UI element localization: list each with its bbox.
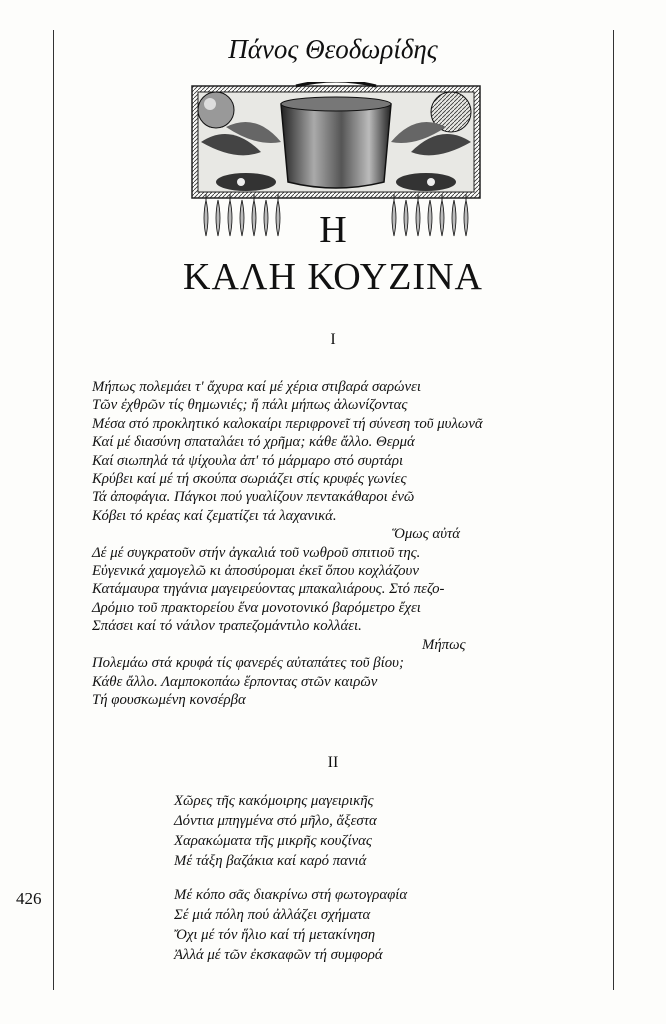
section-numeral-2: II bbox=[327, 754, 339, 771]
poem-section-1 bbox=[92, 378, 582, 709]
left-margin-rule bbox=[53, 30, 54, 990]
poem-line: Τῶν ἐχθρῶν τίς θημωνιές; ἤ πάλι μήπως ἁλωνίζοντας bbox=[92, 397, 408, 414]
poem-line: Μέσα στό προκλητικό καλοκαίρι περιφρονεῖ τή σύνεση τοῦ μυλωνᾶ bbox=[92, 415, 483, 432]
poem-line: Κρύβει καί μέ τή σκούπα σωριάζει στίς κρυφές γωνίες bbox=[92, 471, 407, 488]
poem-line: Ἀλλά μέ τῶν ἐκσκαφῶν τή συμφορά bbox=[174, 947, 383, 963]
poem-line: Μέ τάξη βαζάκια καί καρό πανιά bbox=[174, 853, 367, 869]
author-name: Πάνος Θεοδωρίδης bbox=[228, 34, 438, 64]
poem-line: Κόβει τό κρέας καί ζεματίζει τά λαχανικά. bbox=[92, 507, 337, 524]
poem-line: Κάθε ἄλλο. Λαμποκοπάω ἕρποντας στῶν καιρῶν bbox=[92, 673, 378, 690]
poem-line: Χῶρες τῆς κακόμοιρης μαγειρικῆς bbox=[174, 793, 374, 809]
stanza-gap bbox=[174, 871, 504, 885]
poem-line: Καί σιωπηλά τά ψίχουλα ἀπ' τό μάρμαρο στό συρτάρι bbox=[92, 452, 404, 469]
poem-line: Ὄχι μέ τόν ἥλιο καί τή μετακίνηση bbox=[174, 927, 376, 943]
poem-line: Πολεμάω στά κρυφά τίς φανερές αὐταπάτες τοῦ βίου; bbox=[92, 655, 404, 672]
poem-line: Ὅμως αὐτά bbox=[392, 526, 461, 543]
poem-line: Μήπως πολεμάει τ' ἄχυρα καί μέ χέρια στιβαρά σαρώνει bbox=[92, 379, 421, 395]
poem-line: Δρόμιο τοῦ πρακτορείου ἕνα μονοτονικό βαρόμετρο ἔχει bbox=[92, 599, 421, 616]
poem-line: Τή φουσκωμένη κονσέρβα bbox=[92, 691, 246, 708]
page-title: ΚΑΛΗ ΚΟΥΖΙΝΑ bbox=[183, 256, 483, 298]
poem-line: Τά ἀποφάγια. Πάγκοι πού γυαλίζουν πεντακάθαροι ἐνῶ bbox=[92, 489, 415, 506]
poem-line: Μήπως bbox=[422, 636, 466, 653]
poem-line: Καί μέ διασύνη σπαταλάει τό χρῆμα; κάθε ἄλλο. Θερμά bbox=[92, 434, 415, 451]
poem-line: Δόντια μπηγμένα στό μῆλο, ἄξεστα bbox=[174, 813, 377, 829]
poem-line: Σέ μιά πόλη πού ἀλλάζει σχήματα bbox=[174, 907, 371, 923]
poem-line: Σπάσει καί τό νάιλον τραπεζομάντιλο κολλάει. bbox=[92, 618, 362, 635]
poem-line: Μέ κόπο σᾶς διακρίνω στή φωτογραφία bbox=[174, 887, 408, 903]
poem-line: Εὐγενικά χαμογελῶ κι ἀποσύρομαι ἐκεῖ ὅπου κοχλάζουν bbox=[92, 563, 419, 580]
poem-line: Χαρακώματα τῆς μικρῆς κουζίνας bbox=[174, 833, 372, 849]
poem-line: Δέ μέ συγκρατοῦν στήν ἀγκαλιά τοῦ νωθροῦ σπιτιοῦ της. bbox=[92, 544, 421, 561]
poem-section-2 bbox=[174, 791, 504, 965]
right-margin-rule bbox=[613, 30, 614, 990]
section-numeral-1: I bbox=[330, 331, 336, 348]
page-number: 426 bbox=[16, 889, 42, 908]
poem-line: Κατάμαυρα τηγάνια μαγειρεύοντας μπακαλιάρους. Στό πεζο- bbox=[92, 581, 445, 598]
title-article: Η bbox=[319, 209, 347, 251]
